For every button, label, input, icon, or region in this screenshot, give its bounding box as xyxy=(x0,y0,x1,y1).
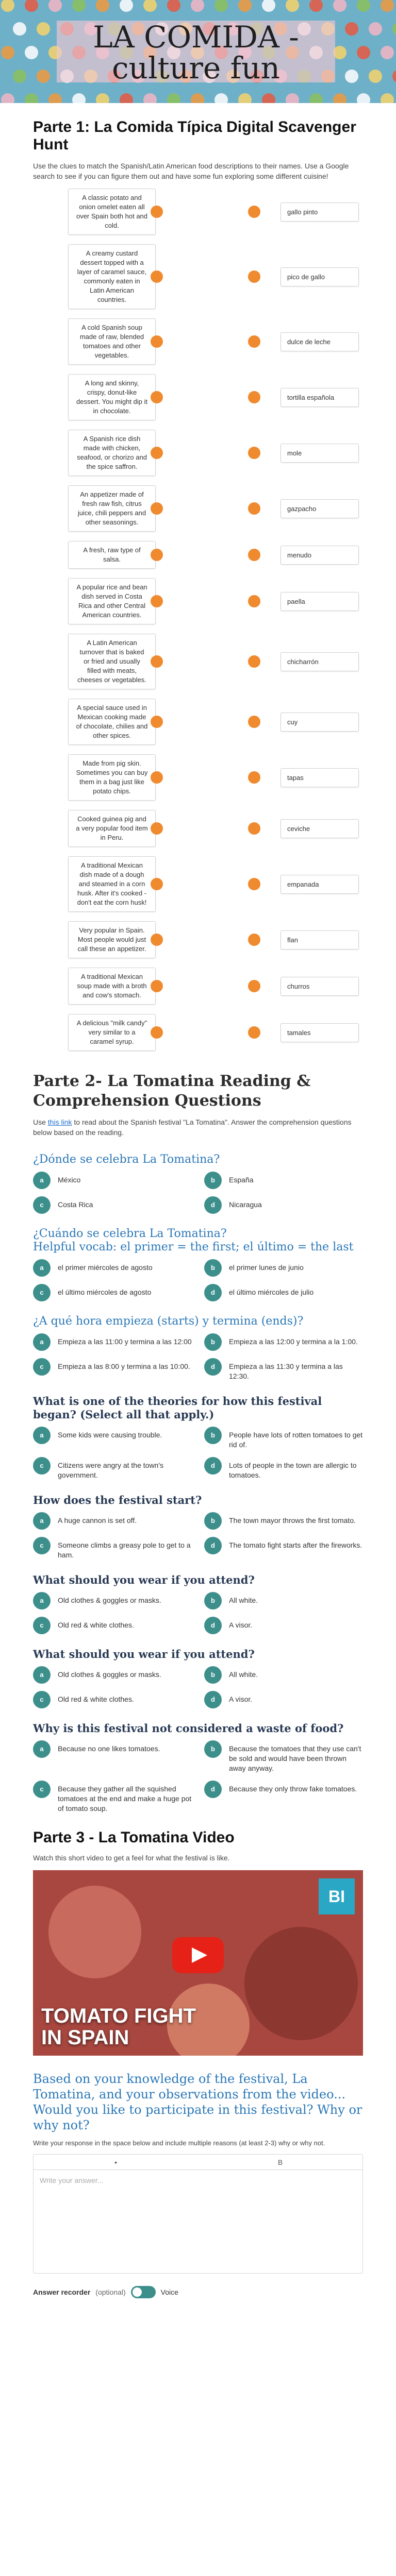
pattern-shape xyxy=(214,0,228,12)
question-title: ¿A qué hora empieza (starts) y termina (ends)? xyxy=(33,1315,304,1328)
match-row xyxy=(33,485,363,532)
option-text: el primer miércoles de agosto xyxy=(58,1263,153,1272)
video-player[interactable] xyxy=(33,1870,363,2056)
part2-intro-prefix: Use xyxy=(33,1118,48,1126)
answer-option[interactable] xyxy=(33,1284,192,1301)
pattern-shape xyxy=(120,0,133,12)
option-text: The tomato fight starts after the fireworks. xyxy=(229,1541,362,1549)
part2-heading: Parte 2- La Tomatina Reading & Comprehension Questions xyxy=(33,1072,311,1110)
question-subtitle: Helpful vocab: el primer = the first; el último = the last xyxy=(33,1241,354,1253)
play-button-icon[interactable] xyxy=(172,1937,224,1973)
question-block xyxy=(33,1573,363,1634)
clue-card[interactable]: A classic potato and onion omelet eaten all over Spain both hot and cold. xyxy=(68,189,156,235)
match-row xyxy=(33,541,363,569)
answer-card[interactable]: cuy xyxy=(280,713,359,732)
option-letter[interactable]: b xyxy=(204,1592,222,1609)
clue-card[interactable]: A Latin American turnover that is baked or fried and usually filled with meats, cheeses or vegetables. xyxy=(68,634,156,689)
connector-dot-left[interactable] xyxy=(151,716,163,728)
part1-section xyxy=(0,118,396,1051)
question-list xyxy=(33,1153,363,1814)
answer-option[interactable] xyxy=(33,1457,192,1480)
pattern-shape xyxy=(286,93,299,103)
question-block xyxy=(33,1722,363,1814)
bold-button[interactable]: B xyxy=(277,2158,283,2166)
option-letter[interactable]: c xyxy=(33,1537,51,1554)
answer-card[interactable]: tortilla española xyxy=(280,388,359,407)
part3-heading: Parte 3 - La Tomatina Video xyxy=(33,1829,235,1846)
option-text: Costa Rica xyxy=(58,1200,93,1209)
answer-option[interactable] xyxy=(204,1537,363,1560)
clue-card[interactable]: A popular rice and bean dish served in Costa Rica and other Central American countries. xyxy=(68,578,156,624)
connector-dot-left[interactable] xyxy=(151,822,163,835)
option-letter[interactable]: c xyxy=(33,1358,51,1376)
pattern-shape xyxy=(1,46,14,59)
answer-option[interactable] xyxy=(33,1781,192,1814)
clue-card[interactable]: A special sauce used in Mexican cooking made of chocolate, chilies and other spices. xyxy=(68,699,156,745)
option-letter[interactable]: d xyxy=(204,1781,222,1798)
answer-option[interactable] xyxy=(204,1427,363,1450)
option-letter[interactable]: a xyxy=(33,1172,51,1189)
answer-card[interactable]: mole xyxy=(280,444,359,463)
option-text: Nicaragua xyxy=(229,1200,262,1209)
option-letter[interactable]: d xyxy=(204,1457,222,1475)
match-row xyxy=(33,968,363,1005)
option-text: A visor. xyxy=(229,1695,253,1703)
video-caption xyxy=(41,2005,196,2048)
answer-card[interactable]: pico de gallo xyxy=(280,267,359,286)
answer-option[interactable] xyxy=(33,1617,192,1634)
question-title: Why is this festival not considered a waste of food? xyxy=(33,1722,344,1735)
pattern-shape xyxy=(214,93,228,103)
pattern-shape xyxy=(191,93,204,103)
match-row xyxy=(33,189,363,235)
connector-dot-right[interactable] xyxy=(248,447,260,459)
question-text xyxy=(33,1573,363,1587)
connector-dot-left[interactable] xyxy=(151,980,163,992)
channel-badge: BI xyxy=(319,1878,355,1914)
option-letter[interactable]: b xyxy=(204,1666,222,1684)
option-text: el último miércoles de agosto xyxy=(58,1288,152,1296)
pattern-shape xyxy=(345,70,358,83)
question-title: What should you wear if you attend? xyxy=(33,1648,255,1660)
bullet-list-button[interactable]: • xyxy=(114,2158,117,2166)
connector-dot-right[interactable] xyxy=(248,822,260,835)
clue-card[interactable]: A delicious "milk candy" very similar to a caramel syrup. xyxy=(68,1014,156,1051)
pattern-shape xyxy=(238,0,252,12)
pattern-shape xyxy=(13,70,26,83)
option-text: Old red & white clothes. xyxy=(58,1621,134,1629)
option-text: México xyxy=(58,1176,81,1184)
option-letter[interactable]: b xyxy=(204,1427,222,1444)
option-text: Empieza a las 11:30 y termina a las 12:30. xyxy=(229,1362,343,1380)
match-row xyxy=(33,318,363,365)
option-letter[interactable]: b xyxy=(204,1512,222,1530)
pattern-shape xyxy=(286,0,299,12)
option-letter[interactable]: a xyxy=(33,1666,51,1684)
match-row xyxy=(33,374,363,420)
question-text xyxy=(33,1648,363,1661)
match-row xyxy=(33,430,363,476)
option-letter[interactable]: a xyxy=(33,1512,51,1530)
option-text: Old clothes & goggles or masks. xyxy=(58,1596,161,1604)
connector-dot-left[interactable] xyxy=(151,270,163,283)
answer-card[interactable]: churros xyxy=(280,977,359,996)
answer-option[interactable] xyxy=(204,1172,363,1189)
editor-toolbar xyxy=(34,2155,362,2170)
pattern-shape xyxy=(167,93,180,103)
answer-option[interactable] xyxy=(204,1691,363,1708)
answer-option[interactable] xyxy=(204,1358,363,1381)
option-text: Some kids were causing trouble. xyxy=(58,1431,162,1439)
pattern-shape xyxy=(48,0,62,12)
response-editor[interactable] xyxy=(33,2154,363,2274)
clue-card[interactable]: A fresh, raw type of salsa. xyxy=(68,541,156,569)
option-letter[interactable]: a xyxy=(33,1259,51,1277)
clue-card[interactable]: Made from pig skin. Sometimes you can buy them in a bag just like potato chips. xyxy=(68,754,156,801)
answer-card[interactable]: flan xyxy=(280,930,359,950)
pattern-shape xyxy=(143,0,157,12)
connector-dot-left[interactable] xyxy=(151,1026,163,1039)
pattern-shape xyxy=(72,0,86,12)
response-textarea[interactable]: Write your answer... xyxy=(40,2176,104,2184)
answer-option[interactable] xyxy=(204,1592,363,1609)
option-text: All white. xyxy=(229,1596,258,1604)
answer-option[interactable] xyxy=(33,1172,192,1189)
option-text: Citizens were angry at the town's government. xyxy=(58,1461,163,1479)
pattern-shape xyxy=(369,22,382,36)
clue-card[interactable]: A Spanish rice dish made with chicken, seafood, or chorizo and the spice saffron. xyxy=(68,430,156,476)
connector-dot-right[interactable] xyxy=(248,549,260,561)
question-text xyxy=(33,1395,363,1421)
matching-list xyxy=(33,189,363,1051)
option-letter[interactable]: d xyxy=(204,1617,222,1634)
connector-dot-left[interactable] xyxy=(151,447,163,459)
pattern-shape xyxy=(262,93,275,103)
connector-dot-left[interactable] xyxy=(151,502,163,515)
option-letter[interactable]: d xyxy=(204,1691,222,1708)
option-letter[interactable]: a xyxy=(33,1427,51,1444)
pattern-shape xyxy=(381,93,394,103)
recorder-voice-label: Voice xyxy=(160,2288,178,2296)
option-letter[interactable]: b xyxy=(204,1172,222,1189)
pattern-shape xyxy=(120,93,133,103)
pattern-shape xyxy=(392,70,396,83)
answer-option[interactable] xyxy=(33,1537,192,1560)
reading-link[interactable]: this link xyxy=(47,1118,72,1126)
question-block xyxy=(33,1153,363,1214)
match-row xyxy=(33,1014,363,1051)
answer-option[interactable] xyxy=(33,1691,192,1708)
part1-intro: Use the clues to match the Spanish/Latin American food descriptions to their names. Use a Google search to see if you can figure them out and have some fun exploring some different cuisine! xyxy=(33,162,349,180)
match-row xyxy=(33,244,363,309)
answer-option[interactable] xyxy=(33,1427,192,1450)
match-row xyxy=(33,699,363,745)
match-row xyxy=(33,810,363,847)
answer-option[interactable] xyxy=(204,1781,363,1814)
question-block xyxy=(33,1395,363,1480)
part3-section xyxy=(0,1829,396,2298)
video-caption-line-1: TOMATO FIGHT xyxy=(41,2005,196,2027)
connector-dot-right[interactable] xyxy=(248,980,260,992)
option-text: Because they gather all the squished tomatoes at the end and make a huge pot of tomato soup. xyxy=(58,1785,192,1812)
connector-dot-left[interactable] xyxy=(151,771,163,784)
pattern-shape xyxy=(1,0,14,12)
answer-card[interactable]: tamales xyxy=(280,1023,359,1042)
final-help-text: Write your response in the space below and include multiple reasons (at least 2-3) why or why not. xyxy=(33,2139,325,2147)
answer-option[interactable] xyxy=(33,1358,192,1381)
pattern-shape xyxy=(37,22,50,36)
option-grid xyxy=(33,1427,363,1480)
answer-option[interactable] xyxy=(204,1259,363,1277)
question-title: What should you wear if you attend? xyxy=(33,1573,255,1586)
question-title: ¿Cuándo se celebra La Tomatina? xyxy=(33,1227,227,1240)
clue-card[interactable]: Very popular in Spain. Most people would just call these an appetizer. xyxy=(68,921,156,958)
connector-dot-left[interactable] xyxy=(151,878,163,890)
connector-dot-right[interactable] xyxy=(248,771,260,784)
recorder-label: Answer recorder xyxy=(33,2288,91,2296)
question-text xyxy=(33,1153,363,1166)
connector-dot-left[interactable] xyxy=(151,206,163,218)
option-text: Because the tomatoes that they use can't be sold and would have been thrown away anyway. xyxy=(229,1744,361,1772)
connector-dot-left[interactable] xyxy=(151,934,163,946)
pattern-shape xyxy=(96,93,109,103)
answer-card[interactable]: gazpacho xyxy=(280,499,359,518)
option-grid xyxy=(33,1740,363,1814)
match-row xyxy=(33,921,363,958)
connector-dot-right[interactable] xyxy=(248,878,260,890)
pattern-shape xyxy=(357,46,370,59)
part3-intro: Watch this short video to get a feel for what the festival is like. xyxy=(33,1854,230,1862)
option-text: Old clothes & goggles or masks. xyxy=(58,1670,161,1679)
pattern-shape xyxy=(48,93,62,103)
option-text: Old red & white clothes. xyxy=(58,1695,134,1703)
option-grid xyxy=(33,1333,363,1381)
option-letter[interactable]: a xyxy=(33,1592,51,1609)
option-text: People have lots of rotten tomatoes to get rid of. xyxy=(229,1431,363,1449)
part2-intro xyxy=(33,1117,363,1138)
answer-card[interactable]: empanada xyxy=(280,875,359,894)
question-block xyxy=(33,1227,363,1301)
answer-option[interactable] xyxy=(33,1196,192,1214)
option-grid xyxy=(33,1512,363,1560)
option-letter[interactable]: c xyxy=(33,1781,51,1798)
answer-option[interactable] xyxy=(33,1740,192,1773)
option-letter[interactable]: d xyxy=(204,1196,222,1214)
answer-option[interactable] xyxy=(204,1666,363,1684)
connector-dot-right[interactable] xyxy=(248,206,260,218)
answer-option[interactable] xyxy=(204,1617,363,1634)
option-letter[interactable]: d xyxy=(204,1358,222,1376)
question-text xyxy=(33,1227,363,1254)
clue-card[interactable]: A creamy custard dessert topped with a layer of caramel sauce, commonly eaten in Latin American countries. xyxy=(68,244,156,309)
connector-dot-left[interactable] xyxy=(151,595,163,607)
pattern-shape xyxy=(381,46,394,59)
option-letter[interactable]: c xyxy=(33,1196,51,1214)
option-grid xyxy=(33,1259,363,1301)
connector-dot-right[interactable] xyxy=(248,934,260,946)
pattern-shape xyxy=(37,70,50,83)
connector-dot-left[interactable] xyxy=(151,549,163,561)
option-text: Because they only throw fake tomatoes. xyxy=(229,1785,357,1793)
option-text: Empieza a las 8:00 y termina a las 10:00. xyxy=(58,1362,190,1370)
pattern-shape xyxy=(143,93,157,103)
recorder-optional: (optional) xyxy=(95,2288,126,2296)
pattern-shape xyxy=(262,0,275,12)
option-letter[interactable]: c xyxy=(33,1457,51,1475)
connector-dot-right[interactable] xyxy=(248,270,260,283)
answer-option[interactable] xyxy=(204,1512,363,1530)
pattern-shape xyxy=(72,93,86,103)
answer-card[interactable]: paella xyxy=(280,592,359,611)
answer-option[interactable] xyxy=(33,1259,192,1277)
answer-option[interactable] xyxy=(204,1457,363,1480)
option-text: el primer lunes de junio xyxy=(229,1263,304,1272)
answer-option[interactable] xyxy=(33,1592,192,1609)
option-letter[interactable]: b xyxy=(204,1740,222,1758)
option-letter[interactable]: c xyxy=(33,1691,51,1708)
answer-card[interactable]: tapas xyxy=(280,768,359,787)
clue-card[interactable]: A traditional Mexican dish made of a dough and steamed in a corn husk. After it's cooked - don't eat the corn husk! xyxy=(68,856,156,912)
match-row xyxy=(33,856,363,912)
option-letter[interactable]: a xyxy=(33,1740,51,1758)
question-text xyxy=(33,1722,363,1735)
answer-option[interactable] xyxy=(33,1666,192,1684)
answer-card[interactable]: gallo pinto xyxy=(280,202,359,222)
match-row xyxy=(33,634,363,689)
pattern-shape xyxy=(309,0,323,12)
answer-option[interactable] xyxy=(204,1196,363,1214)
question-block xyxy=(33,1494,363,1560)
pattern-shape xyxy=(25,0,38,12)
pattern-shape xyxy=(381,0,394,12)
option-text: A visor. xyxy=(229,1621,253,1629)
pattern-shape xyxy=(25,93,38,103)
option-text: Empieza a las 11:00 y termina a las 12:00 xyxy=(58,1337,192,1346)
option-letter[interactable]: c xyxy=(33,1284,51,1301)
question-title: How does the festival start? xyxy=(33,1494,202,1506)
pattern-shape xyxy=(1,93,14,103)
question-text xyxy=(33,1494,363,1507)
question-block xyxy=(33,1315,363,1381)
question-title: What is one of the theories for how this festival began? (Select all that apply.) xyxy=(33,1395,322,1421)
pattern-shape xyxy=(238,93,252,103)
connector-dot-left[interactable] xyxy=(151,391,163,403)
pattern-shape xyxy=(345,22,358,36)
part1-heading: Parte 1: La Comida Típica Digital Scavenger Hunt xyxy=(33,118,356,153)
answer-option[interactable] xyxy=(204,1740,363,1773)
option-letter[interactable]: b xyxy=(204,1259,222,1277)
answer-card[interactable]: ceviche xyxy=(280,819,359,838)
pattern-shape xyxy=(25,46,38,59)
option-text: Someone climbs a greasy pole to get to a ham. xyxy=(58,1541,191,1559)
answer-option[interactable] xyxy=(33,1333,192,1351)
option-grid xyxy=(33,1172,363,1214)
clue-card[interactable]: A long and skinny, crispy, donut-like dessert. You might dip it in chocolate. xyxy=(68,374,156,420)
connector-dot-right[interactable] xyxy=(248,716,260,728)
option-grid xyxy=(33,1592,363,1634)
page-title: LA COMIDA - culture fun xyxy=(57,21,335,82)
part2-section xyxy=(0,1072,396,1814)
pattern-shape xyxy=(309,93,323,103)
pattern-shape xyxy=(13,22,26,36)
match-row xyxy=(33,578,363,624)
clue-card[interactable]: A cold Spanish soup made of raw, blended tomatoes and other vegetables. xyxy=(68,318,156,365)
answer-card[interactable]: dulce de leche xyxy=(280,332,359,351)
clue-card[interactable]: Cooked guinea pig and a very popular food item in Peru. xyxy=(68,810,156,847)
answer-option[interactable] xyxy=(204,1333,363,1351)
option-letter[interactable]: a xyxy=(33,1333,51,1351)
connector-dot-right[interactable] xyxy=(248,502,260,515)
clue-card[interactable]: An appetizer made of fresh raw fish, citrus juice, chili peppers and other seasonings. xyxy=(68,485,156,532)
pattern-shape xyxy=(392,22,396,36)
connector-dot-right[interactable] xyxy=(248,1026,260,1039)
option-text: Empieza a las 12:00 y termina a la 1:00. xyxy=(229,1337,358,1346)
pattern-shape xyxy=(357,0,370,12)
option-text: A huge cannon is set off. xyxy=(58,1516,137,1524)
option-text: All white. xyxy=(229,1670,258,1679)
connector-dot-right[interactable] xyxy=(248,595,260,607)
question-text xyxy=(33,1315,363,1328)
option-text: el último miércoles de julio xyxy=(229,1288,314,1296)
connector-dot-left[interactable] xyxy=(151,655,163,668)
option-text: The town mayor throws the first tomato. xyxy=(229,1516,356,1524)
pattern-shape xyxy=(357,93,370,103)
option-text: Lots of people in the town are allergic to tomatoes. xyxy=(229,1461,357,1479)
final-question: Based on your knowledge of the festival, La Tomatina, and your observations from the video... Would you like to participate in this festival? Why or why not? xyxy=(33,2072,362,2132)
connector-dot-right[interactable] xyxy=(248,391,260,403)
header-banner xyxy=(0,0,396,103)
pattern-shape xyxy=(191,0,204,12)
pattern-shape xyxy=(333,93,346,103)
pattern-shape xyxy=(96,0,109,12)
answer-option[interactable] xyxy=(204,1284,363,1301)
answer-recorder xyxy=(33,2286,363,2298)
pattern-shape xyxy=(369,70,382,83)
video-caption-line-2: IN SPAIN xyxy=(41,2026,129,2049)
answer-card[interactable]: menudo xyxy=(280,546,359,565)
match-row xyxy=(33,754,363,801)
connector-dot-right[interactable] xyxy=(248,335,260,348)
question-block xyxy=(33,1648,363,1708)
clue-card[interactable]: A traditional Mexican soup made with a broth and cow's stomach. xyxy=(68,968,156,1005)
part2-intro-suffix: to read about the Spanish festival "La Tomatina". Answer the comprehension questions below based on the reading. xyxy=(33,1118,352,1137)
option-letter[interactable]: c xyxy=(33,1617,51,1634)
connector-dot-left[interactable] xyxy=(151,335,163,348)
option-letter[interactable]: d xyxy=(204,1284,222,1301)
pattern-shape xyxy=(167,0,180,12)
option-letter[interactable]: d xyxy=(204,1537,222,1554)
option-text: Because no one likes tomatoes. xyxy=(58,1744,160,1753)
option-text: España xyxy=(229,1176,254,1184)
answer-card[interactable]: chicharrón xyxy=(280,652,359,671)
voice-toggle[interactable] xyxy=(131,2286,156,2298)
option-letter[interactable]: b xyxy=(204,1333,222,1351)
option-grid xyxy=(33,1666,363,1708)
pattern-shape xyxy=(333,0,346,12)
answer-option[interactable] xyxy=(33,1512,192,1530)
question-title: ¿Dónde se celebra La Tomatina? xyxy=(33,1153,220,1166)
connector-dot-right[interactable] xyxy=(248,655,260,668)
